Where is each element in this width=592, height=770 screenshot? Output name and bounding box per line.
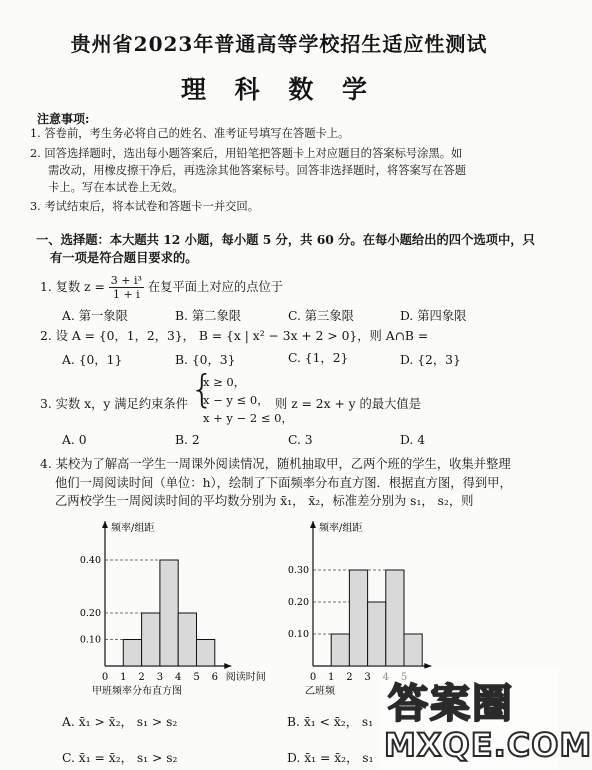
q3-option-b: B. 2 bbox=[175, 433, 200, 447]
y-tick-label: 0.20 bbox=[79, 608, 101, 619]
q3-option-a: A. 0 bbox=[62, 433, 87, 447]
x-tick-label: 6 bbox=[211, 672, 218, 683]
exam-title: 贵州省2023年普通高等学校招生适应性测试 bbox=[70, 32, 488, 56]
histogram-class-jia bbox=[80, 515, 290, 700]
notes-heading: 注意事项: bbox=[37, 112, 90, 126]
watermark-top: 答案圈 bbox=[388, 681, 514, 727]
x-tick-label: 2 bbox=[346, 672, 353, 683]
q3-suffix: 则 z = 2x + y 的最大值是 bbox=[275, 397, 422, 411]
x-tick-label: 5 bbox=[193, 672, 200, 683]
q1-fraction bbox=[109, 274, 144, 301]
subject-title: 理 科 数 学 bbox=[180, 75, 378, 104]
histogram-bar bbox=[404, 634, 422, 666]
note-line: 卡上。写在本试卷上无效。 bbox=[48, 181, 184, 194]
y-tick-label: 0.10 bbox=[287, 629, 309, 640]
note-line: 需改动，用橡皮擦干净后，再选涂其他答案标号。回答非选择题时，将答案写在答题 bbox=[48, 164, 466, 177]
q2-option-d: D. {2，3} bbox=[400, 353, 461, 367]
chart-title: 甲班频率分布直方图 bbox=[92, 686, 182, 697]
question-1 bbox=[40, 274, 283, 301]
histogram-bar bbox=[331, 634, 349, 666]
question-2: 2. 设 A = {0，1，2，3}， B = {x | x² − 3x + 2 > 0}，则 A∩B = bbox=[40, 329, 429, 343]
q1-option-c: C. 第三象限 bbox=[288, 309, 354, 323]
q4-option-c: C. x̄₁ = x̄₂， s₁ > s₂ bbox=[62, 751, 178, 765]
note-line: 3. 考试结束后，将本试卷和答题卡一并交回。 bbox=[30, 200, 260, 213]
x-tick-label: 2 bbox=[138, 672, 145, 683]
q3-condition: x − y ≤ 0， bbox=[203, 393, 269, 407]
q2-option-a: A. {0，1} bbox=[62, 353, 123, 367]
y-axis-label: 频率/组距 bbox=[111, 523, 155, 534]
y-axis-label: 频率/组距 bbox=[319, 523, 363, 534]
histogram-bar bbox=[142, 613, 160, 666]
q1-prefix: 1. 复数 z = bbox=[40, 280, 105, 294]
histogram-bar bbox=[386, 570, 404, 666]
histogram-bar bbox=[368, 602, 386, 666]
y-axis-arrow bbox=[310, 521, 316, 528]
q3-condition: x + y − 2 ≤ 0， bbox=[203, 411, 293, 425]
q4-option-a: A. x̄₁ > x̄₂， s₁ > s₂ bbox=[62, 715, 178, 729]
x-axis-label: 阅读时间 bbox=[225, 672, 266, 683]
x-tick-label: 0 bbox=[309, 672, 317, 683]
chart-title: 乙班频 bbox=[305, 686, 335, 697]
x-axis-arrow bbox=[224, 663, 231, 669]
q2-option-c: C. {1，2} bbox=[288, 351, 349, 365]
x-tick-label: 3 bbox=[156, 672, 164, 683]
q1-option-a: A. 第一象限 bbox=[62, 309, 128, 323]
q1-numerator: 3 + i³ bbox=[110, 274, 142, 287]
y-axis-arrow bbox=[102, 521, 108, 528]
y-tick-label: 0.20 bbox=[287, 597, 309, 608]
note-line: 2. 回答选择题时，选出每小题答案后，用铅笔把答题卡上对应题目的答案标号涂黑。如 bbox=[30, 147, 463, 160]
watermark-logo bbox=[380, 668, 592, 770]
q3-brace: { bbox=[190, 367, 215, 411]
x-tick-label: 1 bbox=[328, 672, 335, 683]
histogram-bar bbox=[178, 613, 196, 666]
watermark-bottom: MXQE.COM bbox=[384, 726, 592, 764]
q1-denominator: 1 + i bbox=[112, 288, 140, 301]
q3-option-c: C. 3 bbox=[288, 433, 313, 447]
y-tick-label: 0.30 bbox=[287, 565, 309, 576]
histogram-bar bbox=[197, 640, 215, 667]
section-instructions-cont: 有一项是符合题目要求的。 bbox=[50, 250, 198, 265]
question-4-line: 乙两校学生一周阅读时间的平均数分别为 x̄₁， x̄₂，标准差分别为 s₁， s₂，则 bbox=[55, 494, 474, 508]
x-tick-label: 1 bbox=[120, 672, 127, 683]
histogram-bar bbox=[160, 560, 178, 666]
x-tick-label: 4 bbox=[175, 672, 182, 683]
q1-option-b: B. 第二象限 bbox=[175, 309, 242, 323]
section-instructions: 一、选择题：本大题共 12 小题，每小题 5 分，共 60 分。在每小题给出的四个选项中，只 bbox=[36, 232, 535, 247]
question-4-line: 他们一周阅读时间（单位：h），绘制了下面频率分布直方图．根据直方图，得到甲， bbox=[55, 476, 512, 490]
y-tick-label: 0.10 bbox=[79, 634, 101, 646]
q3-option-d: D. 4 bbox=[400, 433, 426, 447]
q2-option-b: B. {0，3} bbox=[175, 353, 236, 367]
histogram-bar bbox=[349, 570, 367, 666]
q1-option-d: D. 第四象限 bbox=[400, 309, 467, 323]
y-tick-label: 0.40 bbox=[79, 555, 101, 566]
q3-prefix: 3. 实数 x，y 满足约束条件 bbox=[40, 397, 189, 411]
q1-suffix: 在复平面上对应的点位于 bbox=[147, 280, 284, 294]
histogram-bar bbox=[123, 640, 141, 667]
q4-option-d: D. x̄₁ = x̄₂， s₁ bbox=[287, 751, 374, 765]
x-tick-label: 0 bbox=[101, 672, 109, 683]
q4-option-b: B. x̄₁ < x̄₂， s₁ bbox=[287, 715, 374, 729]
q3-condition: x ≥ 0， bbox=[203, 375, 246, 389]
x-tick-label: 3 bbox=[364, 672, 371, 683]
note-line: 1. 答卷前，考生务必将自己的姓名、准考证号填写在答题卡上。 bbox=[30, 127, 350, 140]
question-4-line: 4. 某校为了解高一学生一周课外阅读情况，随机抽取甲，乙两个班的学生，收集并整理 bbox=[40, 457, 511, 471]
